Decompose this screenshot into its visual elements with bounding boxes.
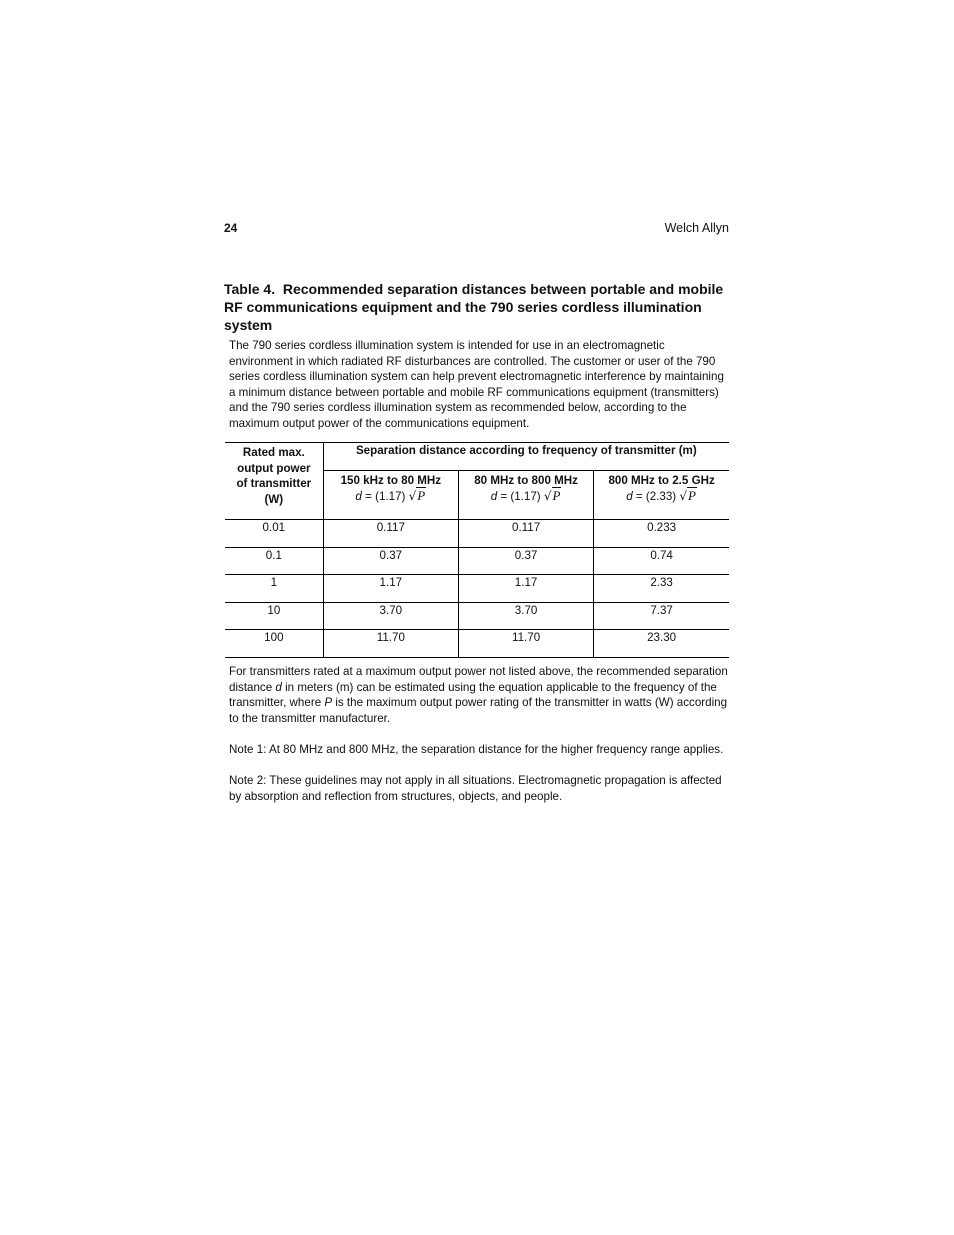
square-root-icon: √ <box>408 489 417 503</box>
formula-coefficient: = (2.33) <box>632 490 677 503</box>
distance-formula <box>594 488 729 504</box>
frequency-range-label: 80 MHz to 800 MHz <box>474 474 578 487</box>
table-cell-power: 10 <box>225 602 323 630</box>
table-title-line-2: RF communications equipment and the 790 series cordless illumination system <box>224 299 702 333</box>
intro-paragraph: The 790 series cordless illumination system is intended for use in an electromagnetic environment in which radiated RF disturbances are controlled. The customer or user of the 790 series cordless illumination system can help prevent electromagnetic interference by maintaining a minimum distance between portable and mobile RF communications equipment (transmitters) and the 790 series cordless illumination system as recommended below, according to the maximum output power of the communications equipment. <box>229 339 724 430</box>
formula-coefficient: = (1.17) <box>497 490 541 503</box>
table-cell-power: 0.1 <box>225 547 323 575</box>
formula-radicand: P <box>688 488 696 503</box>
frequency-column-header <box>458 471 593 520</box>
table-cell-distance: 0.233 <box>594 520 729 548</box>
table-cell-distance: 23.30 <box>594 630 729 658</box>
footnote-variable-p: P <box>324 696 333 710</box>
formula-variable: d <box>626 490 633 503</box>
formula-radicand: P <box>417 488 426 503</box>
power-header-line: (W) <box>264 492 284 506</box>
table-cell-power: 1 <box>225 575 323 603</box>
formula-variable: d <box>490 490 498 503</box>
footnote-text: in meters (m) can be estimated using the equation applicable to the frequency of the transmitter, where <box>229 680 717 710</box>
power-header-line: Rated max. <box>242 446 305 459</box>
formula-variable: d <box>355 490 362 503</box>
footnote-variable-d: d <box>275 680 282 694</box>
footnote-paragraph <box>229 664 729 726</box>
power-header-line: output power <box>237 461 311 475</box>
table-row <box>225 547 729 575</box>
table-row <box>225 630 729 658</box>
table-cell-distance: 11.70 <box>458 630 593 658</box>
distance-formula <box>324 488 458 504</box>
table-row <box>225 575 729 603</box>
table-cell-distance: 0.37 <box>323 547 458 575</box>
table-cell-distance: 11.70 <box>323 630 458 658</box>
frequency-column-header <box>323 471 458 520</box>
page-number: 24 <box>224 221 238 235</box>
power-column-header <box>225 443 323 520</box>
frequency-range-label: 150 kHz to 80 MHz <box>340 474 442 487</box>
square-root-icon: √ <box>543 489 552 503</box>
table-cell-distance: 2.33 <box>594 575 729 603</box>
table-title <box>224 280 744 334</box>
table-cell-power: 0.01 <box>225 520 323 548</box>
header-brand: Welch Allyn <box>664 221 729 235</box>
table-cell-distance: 1.17 <box>323 575 458 603</box>
table-cell-distance: 7.37 <box>594 602 729 630</box>
footnote-text: For transmitters rated at a maximum output power not listed above, the recommended separation distance <box>229 665 728 694</box>
square-root-icon: √ <box>679 489 688 503</box>
table-cell-distance: 3.70 <box>323 602 458 630</box>
frequency-range-label: 800 MHz to 2.5 GHz <box>608 474 715 487</box>
table-cell-distance: 3.70 <box>458 602 593 630</box>
table-cell-power: 100 <box>225 630 323 658</box>
formula-radicand: P <box>552 488 561 503</box>
note-2: Note 2: These guidelines may not apply in all situations. Electromagnetic propagation is affected by absorption and reflection from structures, objects, and people. <box>229 774 722 803</box>
note-1: Note 1: At 80 MHz and 800 MHz, the separation distance for the higher frequency range applies. <box>229 743 724 756</box>
frequency-column-header <box>594 471 729 520</box>
table-row <box>225 602 729 630</box>
formula-coefficient: = (1.17) <box>361 490 406 503</box>
table-cell-distance: 0.74 <box>594 547 729 575</box>
table-title-line-1: Table 4. Recommended separation distances between portable and mobile <box>224 281 724 297</box>
table-cell-distance: 0.117 <box>458 520 593 548</box>
table-cell-distance: 0.37 <box>458 547 593 575</box>
power-header-line: of transmitter <box>236 477 312 490</box>
table-row <box>225 520 729 548</box>
footnote-text: is the maximum output power rating of the transmitter in watts (W) according to the transmitter manufacturer. <box>229 696 728 725</box>
table-cell-distance: 1.17 <box>458 575 593 603</box>
separation-group-header: Separation distance according to frequency of transmitter (m) <box>323 443 729 471</box>
distance-formula <box>459 488 593 504</box>
table-cell-distance: 0.117 <box>323 520 458 548</box>
separation-distance-table <box>225 442 729 658</box>
